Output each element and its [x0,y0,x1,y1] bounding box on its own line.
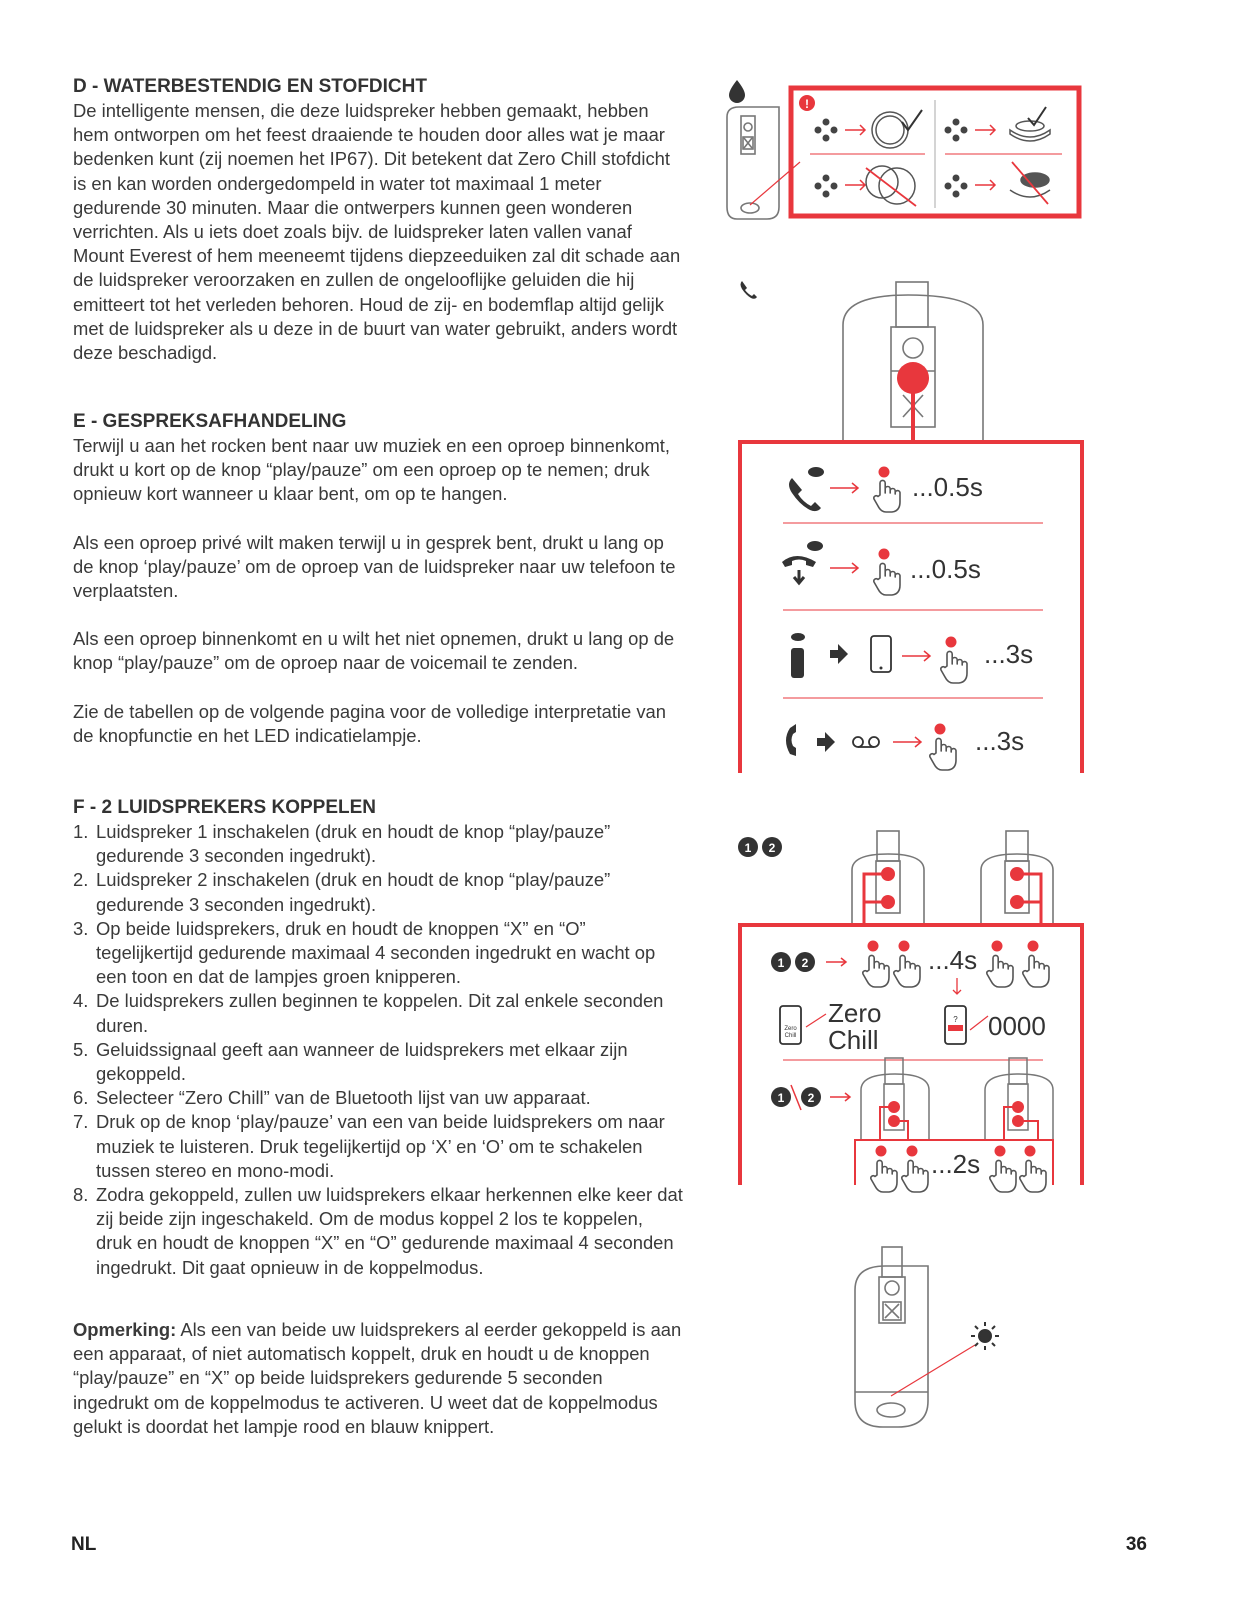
list-item: 6. Selecteer “Zero Chill” van de Bluetooth lijst van uw apparaat. [73,1087,591,1109]
open-bottom-icon [1010,162,1050,204]
pairing-pin: 0000 [988,1011,1046,1041]
call-handling-figure [740,281,1082,773]
speakers-top-drawing [852,831,1053,925]
call-voicemail-time: ...3s [975,726,1025,756]
closed-flap-icon [872,110,922,148]
svg-text:1: 1 [777,956,785,970]
section-d-body: De intelligente mensen, die deze luidspreker hebben gemaakt, hebben hem ontworpen om het feest draaiende te houden door alles wat je maar bedenken kunt (zij noemen het IP67). Dit betekent dat Zero Chill stofdicht is en kan worden ondergedompeld in water tot maximaal 1 meter gedurende 30 minuten. Maar die ontwerpers kunnen geen wonderen verrichten. Als u iets doet zoals bijv. de luidspreker laten vallen vanaf Mount Everest of hem meeneemt tijdens diepzeeduiken zal dit schade aan de luidspreker veroorzaken en zullen de ongelooflijke geluiden die hij emitteert tot het verleden behoren. Houd de zij- en bodemflap altijd gelijk met de luidspreker als u deze in de buurt van water gebruikt, anders wordt deze beschadigd. [73,100,681,364]
arrow-right-icon [830,644,848,664]
svg-text:1: 1 [777,1091,785,1105]
hang-up-icon [782,556,816,567]
language-label: NL [71,1534,97,1555]
light-icon [971,1322,999,1350]
section-e-paragraph-3: Als een oproep binnenkomt en u wilt het niet opnemen, drukt u lang op de knop “play/pauze” om de oproep naar de voicemail te zenden. [73,628,675,674]
list-item: 7. Druk op de knop ‘play/pauze’ van een van beide luidsprekers om naar muziek te luisteren. Druk tegelijkertijd op ‘X’ en ‘O’ om te schakelen tussen stereo en mono-modi. [73,1111,665,1181]
two-speakers-badge-icon [738,837,782,857]
voicemail-icon [853,737,879,747]
led-indicator-figure [855,1247,999,1427]
note-text: Als een van beide uw luidsprekers al eerder gekoppeld is aan een apparaat, of niet automatisch koppelt, druk en houdt u de knoppen “play/pauze” en “X” op beide luidsprekers gedurende 5 seconden ingedrukt om de koppelmodus te activeren. U weet dat de koppelmodus gelukt is doordat het lampje rood en blauw knippert. [73,1319,682,1437]
call-end-time: ...0.5s [910,554,981,584]
section-e-paragraph-2: Als een oproep privé wilt maken terwijl u in gesprek bent, drukt u lang op de knop ‘play/pauze’ om de oproep van de luidspreker naar uw telefoon te verplaatsten. [73,531,676,602]
page-number: 36 [1125,1534,1147,1555]
list-item: 8. Zodra gekoppeld, zullen uw luidsprekers elkaar herkennen elke keer dat zij beide zijn ingeschakeld. Om de modus koppel 2 los te koppelen, druk en houdt de knoppen “X” en “O” gedurende maximaal 4 seconden ingedrukt. Dit gaat opnieuw in de koppelmodus. [73,1184,683,1278]
device-name-line-2: Chill [828,1025,879,1055]
speaker-small-icon [791,648,804,678]
call-answer-time: ...0.5s [912,472,983,502]
waterproof-figure [727,80,1079,219]
list-item: 4. De luidsprekers zullen beginnen te koppelen. Dit zal enkele seconden duren. [73,990,664,1036]
section-e-paragraph-1: Terwijl u aan het rocken bent naar uw muziek en een oproep binnenkomt, drukt u kort op de knop “play/pauze” om een oproep op te nemen; druk opnieuw kort wanneer u klaar bent, om op te hangen. [73,435,671,505]
incoming-call-icon [789,478,821,511]
closed-bottom-icon [1010,107,1050,141]
pairing-hold-time: ...4s [928,945,978,975]
list-item: 1. Luidspreker 1 inschakelen (druk en houdt de knop “play/pauze” gedurende 3 seconden ingedrukt). [73,821,611,867]
call-transfer-time: ...3s [984,639,1034,669]
pairing-figure [738,831,1082,1192]
list-item: 2. Luidspreker 2 inschakelen (druk en houdt de knop “play/pauze” gedurende 3 seconden ingedrukt). [73,869,611,915]
phone-icon [741,281,758,299]
svg-text:Zero: Zero [784,1026,797,1032]
open-flap-icon [866,166,916,206]
svg-text:1: 1 [744,841,752,855]
arrow-right-icon [817,732,835,752]
note-label: Opmerking: [73,1319,177,1340]
device-name-line-1: Zero [828,998,882,1028]
section-d-heading: D - WATERBESTENDIG EN STOFDICHT [73,76,427,97]
svg-text:2: 2 [801,956,809,970]
svg-text:?: ? [953,1015,958,1024]
list-item: 5. Geluidssignaal geeft aan wanneer de luidsprekers met elkaar zijn gekoppeld. [73,1038,628,1085]
section-f-heading: F - 2 LUIDSPREKERS KOPPELEN [73,797,376,818]
water-drop-icon [729,80,745,103]
svg-text:!: ! [805,97,809,111]
list-item: 3. Op beide luidsprekers, druk en houdt de knoppen “X” en “O” tegelijkertijd gedurende maximaal 4 seconden ingedrukt en wacht op een toon en dat de lampjes groen knipperen. [73,917,656,988]
water-droplets-icon [815,119,968,198]
unpair-hold-time: ...2s [931,1149,981,1179]
svg-text:2: 2 [807,1091,815,1105]
svg-text:Chill: Chill [784,1033,797,1039]
svg-text:2: 2 [768,841,776,855]
section-e-paragraph-4: Zie de tabellen op de volgende pagina voor de volledige interpretatie van de knopfunctie en het LED indicatielampje. [73,700,667,746]
reject-call-icon [786,724,796,756]
section-e-heading: E - GESPREKSAFHANDELING [73,411,347,432]
